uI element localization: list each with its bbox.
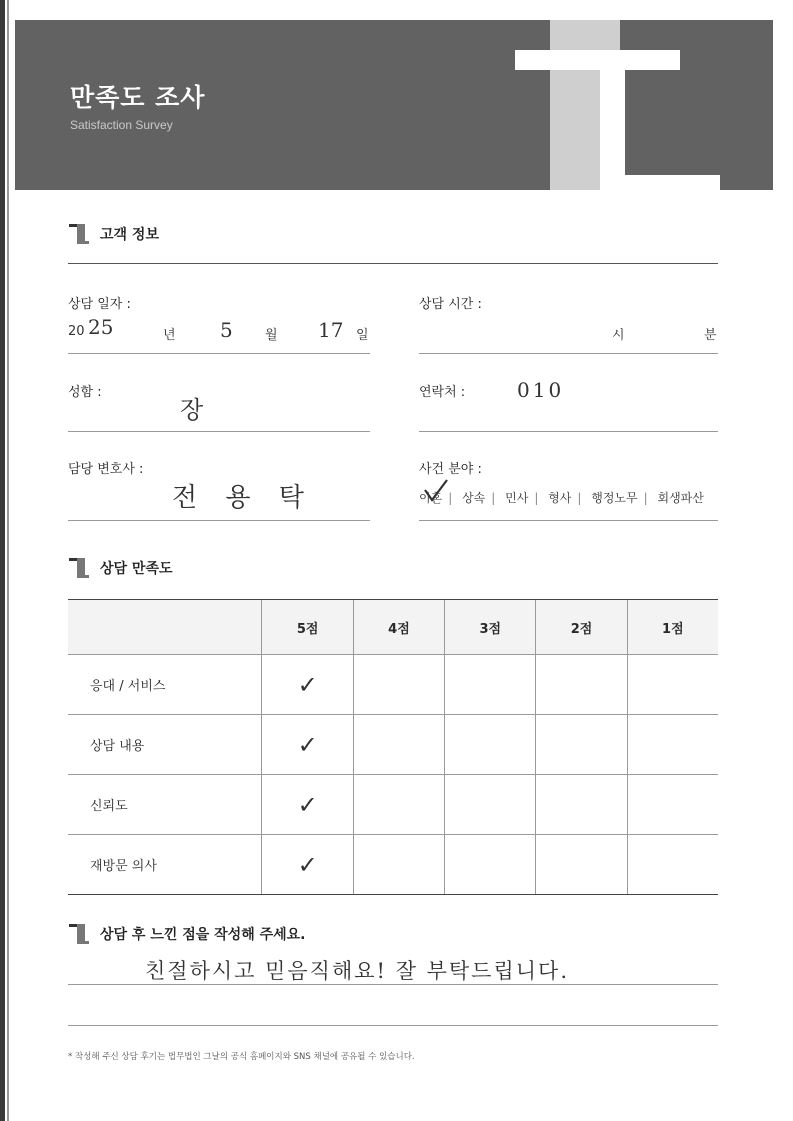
lawyer-underline	[68, 520, 370, 521]
minute-unit: 분	[704, 328, 717, 343]
comment-line-2	[68, 1025, 718, 1026]
row-label: 상담 내용	[68, 715, 262, 775]
rating-cell-4[interactable]	[353, 835, 444, 895]
check-mark-icon: ✓	[297, 730, 318, 759]
table-header-blank	[68, 600, 262, 655]
rating-cell-2[interactable]	[536, 655, 627, 715]
case-check-mark-icon	[422, 478, 450, 506]
table-row	[68, 655, 718, 715]
rating-cell-2[interactable]	[536, 835, 627, 895]
rating-cell-2[interactable]	[536, 775, 627, 835]
lawyer-value-handwritten: 전 용 탁	[172, 483, 314, 513]
case-option-admin-labor[interactable]: 행정노무	[591, 491, 638, 505]
section-heading-customer: 고객 정보	[100, 227, 159, 243]
rating-cell-1[interactable]	[627, 775, 718, 835]
case-option-civil[interactable]: 민사	[505, 491, 529, 505]
section-heading-satisfaction: 상담 만족도	[100, 561, 173, 577]
case-option-divorce[interactable]: 이혼	[419, 491, 443, 505]
date-year-handwritten: 25	[88, 315, 114, 339]
rating-cell-5[interactable]	[262, 775, 353, 835]
rating-cell-2[interactable]	[536, 715, 627, 775]
date-prefix: 20	[68, 324, 85, 339]
rating-cell-3[interactable]	[445, 715, 536, 775]
case-option-inheritance[interactable]: 상속	[462, 491, 486, 505]
rating-cell-3[interactable]	[445, 775, 536, 835]
case-type-label: 사건 분야 :	[419, 462, 482, 477]
name-value-handwritten: 장	[180, 396, 204, 424]
rating-cell-5[interactable]	[262, 835, 353, 895]
rating-cell-4[interactable]	[353, 775, 444, 835]
year-unit: 년	[163, 328, 176, 343]
name-underline	[68, 431, 370, 432]
column-header: 2점	[536, 600, 627, 655]
firm-logo-icon	[505, 50, 735, 190]
contact-label: 연락처 :	[419, 385, 466, 400]
rating-cell-1[interactable]	[627, 715, 718, 775]
rating-cell-3[interactable]	[445, 835, 536, 895]
month-unit: 월	[265, 328, 278, 343]
satisfaction-table	[68, 599, 718, 895]
footnote: * 작성해 주신 상담 후기는 법무법인 그날의 공식 홈페이지와 SNS 채널에 공유될 수 있습니다.	[68, 1052, 415, 1062]
day-unit: 일	[356, 328, 369, 343]
page-title: 만족도 조사	[70, 83, 206, 112]
check-mark-icon: ✓	[297, 790, 318, 819]
rating-cell-4[interactable]	[353, 715, 444, 775]
row-label: 재방문 의사	[68, 835, 262, 895]
row-label: 신뢰도	[68, 775, 262, 835]
page-subtitle: Satisfaction Survey	[70, 118, 173, 132]
case-option-bankruptcy[interactable]: 회생파산	[657, 491, 704, 505]
contact-value-handwritten: 010	[517, 378, 565, 402]
consult-time-label: 상담 시간 :	[419, 297, 482, 312]
column-header: 1점	[627, 600, 718, 655]
section-logo-icon	[68, 222, 90, 246]
column-header: 3점	[445, 600, 536, 655]
section-heading-comment: 상담 후 느낀 점을 작성해 주세요.	[100, 927, 306, 943]
rating-cell-5[interactable]	[262, 715, 353, 775]
rating-cell-4[interactable]	[353, 655, 444, 715]
case-option-criminal[interactable]: 형사	[548, 491, 572, 505]
comment-line-1	[68, 984, 718, 985]
divider	[68, 263, 718, 264]
table-row	[68, 775, 718, 835]
column-header: 5점	[262, 600, 353, 655]
rating-cell-1[interactable]	[627, 655, 718, 715]
date-underline	[68, 353, 370, 354]
table-row	[68, 835, 718, 895]
contact-underline	[419, 431, 718, 432]
check-mark-icon: ✓	[297, 850, 318, 879]
check-mark-icon: ✓	[297, 670, 318, 699]
case-type-underline	[419, 520, 718, 521]
time-underline	[419, 353, 718, 354]
rating-cell-5[interactable]	[262, 655, 353, 715]
date-month-handwritten: 5	[220, 318, 233, 342]
case-type-options: 이혼 | 상속 | 민사 | 형사 | 행정노무 | 회생파산	[419, 491, 704, 505]
hour-unit: 시	[612, 328, 625, 343]
rating-cell-3[interactable]	[445, 655, 536, 715]
comment-handwritten[interactable]: 친절하시고 믿음직해요! 잘 부탁드립니다.	[145, 959, 570, 983]
table-header-row	[68, 600, 718, 655]
consult-date-label: 상담 일자 :	[68, 297, 131, 312]
section-logo-icon	[68, 922, 90, 946]
scan-edge-line	[7, 0, 9, 1121]
table-row	[68, 715, 718, 775]
column-header: 4점	[353, 600, 444, 655]
rating-cell-1[interactable]	[627, 835, 718, 895]
section-logo-icon	[68, 556, 90, 580]
header-banner	[15, 20, 773, 190]
name-label: 성함 :	[68, 385, 102, 400]
scan-edge	[0, 0, 5, 1121]
row-label: 응대 / 서비스	[68, 655, 262, 715]
lawyer-label: 담당 변호사 :	[68, 462, 144, 477]
date-day-handwritten: 17	[318, 318, 344, 342]
